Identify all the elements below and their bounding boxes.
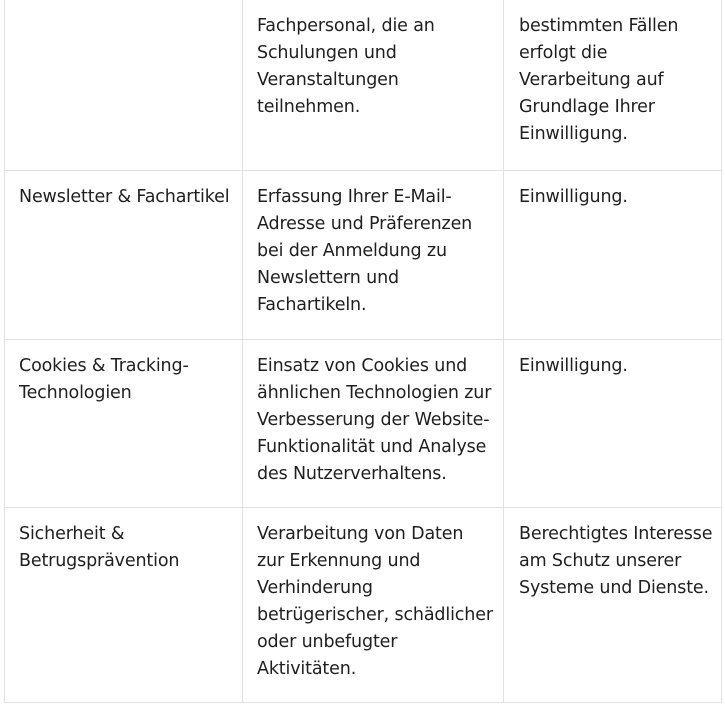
legal-basis-cell: Einwilligung. xyxy=(504,339,722,507)
table-row xyxy=(5,507,722,702)
description-cell: Einsatz von Cookies und ähnlichen Technologien zur Verbesserung der Website- Funktionalität und Analyse des Nutzerverhaltens. xyxy=(243,339,504,507)
table-row xyxy=(5,170,722,339)
purpose-cell: Cookies & Tracking- Technologien xyxy=(5,339,243,507)
table-row xyxy=(5,339,722,507)
table-row xyxy=(5,0,722,170)
description-cell: Fachpersonal, die an Schulungen und Veranstaltungen teilnehmen. xyxy=(243,0,504,170)
data-processing-table xyxy=(4,0,722,703)
description-cell: Erfassung Ihrer E-Mail- Adresse und Präferenzen bei der Anmeldung zu Newslettern und Fachartikeln. xyxy=(243,170,504,339)
legal-basis-cell: bestimmten Fällen erfolgt die Verarbeitung auf Grundlage Ihrer Einwilligung. xyxy=(504,0,722,170)
legal-basis-cell: Berechtigtes Interesse am Schutz unserer Systeme und Dienste. xyxy=(504,507,722,702)
legal-basis-cell: Einwilligung. xyxy=(504,170,722,339)
purpose-cell: Newsletter & Fachartikel xyxy=(5,170,243,339)
purpose-cell xyxy=(5,0,243,170)
purpose-cell: Sicherheit & Betrugsprävention xyxy=(5,507,243,702)
description-cell: Verarbeitung von Daten zur Erkennung und Verhinderung betrügerischer, schädlicher oder unbefugter Aktivitäten. xyxy=(243,507,504,702)
